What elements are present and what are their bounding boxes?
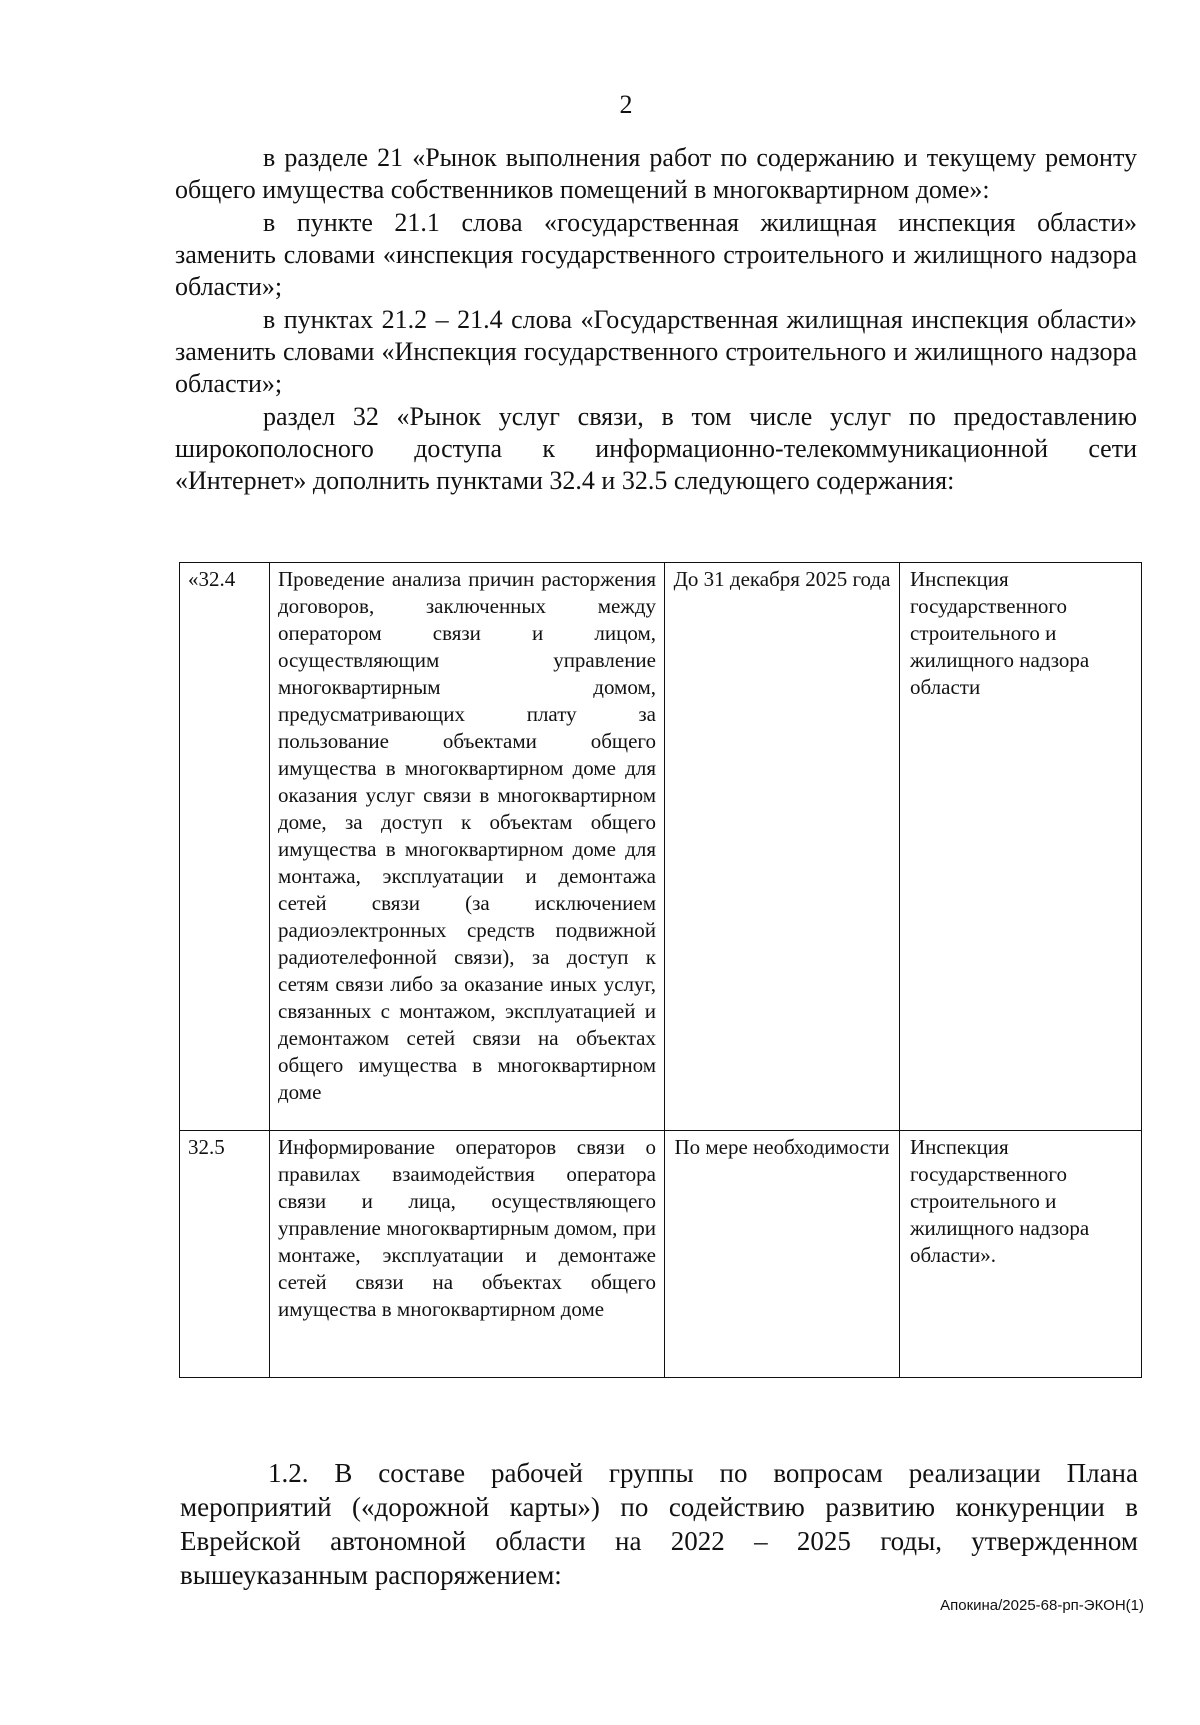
- amendment-table: [179, 562, 1142, 1378]
- table-row: [180, 1131, 1142, 1378]
- row-action: Информирование операторов связи о правилах взаимодействия оператора связи и лица, осуществляющего управление многоквартирным домом, при монтаже, эксплуатации и демонтаже сетей связи на объектах общего имущества в многоквартирном доме: [270, 1131, 665, 1378]
- row-executor: Инспекция государственного строительного и жилищного надзора области: [900, 563, 1142, 1131]
- paragraph-section-21: в разделе 21 «Рынок выполнения работ по содержанию и текущему ремонту общего имущества собственников помещений в многоквартирном доме»:: [175, 143, 1137, 204]
- row-number: «32.4: [180, 563, 270, 1131]
- row-executor: Инспекция государственного строительного и жилищного надзора области».: [900, 1131, 1142, 1378]
- amendment-text: [175, 142, 1137, 498]
- page-number: 2: [619, 90, 633, 119]
- row-deadline: До 31 декабря 2025 года: [665, 563, 900, 1131]
- document-code: Апокина/2025-68-рп-ЭКОН(1): [940, 1597, 1144, 1614]
- closing-text: [180, 1456, 1138, 1592]
- row-number: 32.5: [180, 1131, 270, 1378]
- row-action: Проведение анализа причин расторжения договоров, заключенных между оператором связи и лицом, осуществляющим управление многоквартирным домом, предусматривающих плату за пользование объектами общего имущества в многоквартирном доме для оказания услуг связи в многоквартирном доме, за доступ к объектам общего имущества в многоквартирном доме для монтажа, эксплуатации и демонтажа сетей связи (за исключением радиоэлектронных средств подвижной радиотелефонной связи), за доступ к сетям связи либо за оказание иных услуг, связанных с монтажом, эксплуатацией и демонтажом сетей связи на объектах общего имущества в многоквартирном доме: [270, 563, 665, 1131]
- paragraph-items-21-2-21-4: в пунктах 21.2 – 21.4 слова «Государственная жилищная инспекция области» заменить словами «Инспекция государственного строительного и жилищного надзора области»;: [175, 305, 1137, 398]
- paragraph-item-21-1: в пункте 21.1 слова «государственная жилищная инспекция области» заменить словами «инспекция государственного строительного и жилищного надзора области»;: [175, 208, 1137, 301]
- paragraph-section-32: раздел 32 «Рынок услуг связи, в том числе услуг по предоставлению широкополосного доступа к информационно-телекоммуникационной сети «Интернет» дополнить пунктами 32.4 и 32.5 следующего содержания:: [175, 402, 1137, 495]
- row-deadline: По мере необходимости: [665, 1131, 900, 1378]
- paragraph-1-2: 1.2. В составе рабочей группы по вопросам реализации Плана мероприятий («дорожной карты») по содействию развитию конкуренции в Еврейской автономной области на 2022 – 2025 годы, утвержденном вышеуказанным распоряжением:: [180, 1458, 1138, 1590]
- table-row: [180, 563, 1142, 1131]
